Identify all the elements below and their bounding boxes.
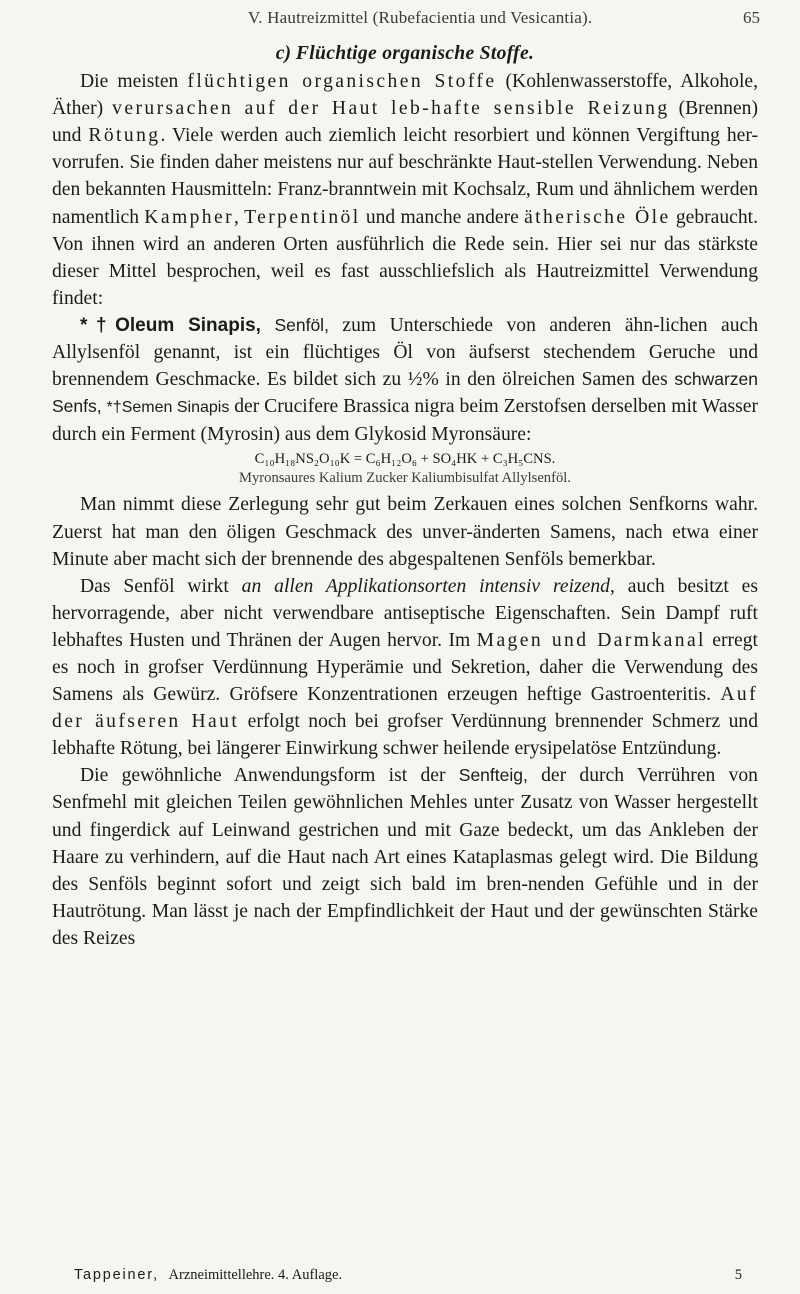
text-run: gebraucht. Von ihnen wird an anderen Orten ausführlich die Rede sein. Hier sei nur das stärkste dieser Mittel besprochen, weil es fast ausschliefslich als Hautreizmittel Verwendung findet: [52, 206, 758, 309]
drug-synonym: Senföl, [274, 314, 329, 335]
text-run: (Brennen) und [52, 98, 758, 147]
paragraph-oleum-sinapis [52, 312, 758, 448]
running-head [60, 8, 760, 32]
drug-preparation: Senfteig, [458, 765, 528, 786]
text-run: . Viele werden auch ziemlich leicht resorbiert und können Vergiftung her-vorrufen. Sie finden daher meistens nur auf beschränkte Haut-stellen Verwendung. Neben den bekannten Hausmitteln: Franz-branntwein mit Kochsalz, Rum und ähnlichem werden namentlich [52, 125, 758, 228]
text-run: erfolgt noch bei grofser Verdünnung brennender Schmerz und lebhafte Rötung, bei längerer Einwirkung schwer heilende erysipelatöse Entzündung. [52, 711, 759, 760]
italic-term: an allen Applikationsorten intensiv reizend [241, 575, 610, 597]
text-run: Die meisten [80, 71, 188, 93]
spaced-term: verursachen auf der Haut leb-hafte sensible Reizung [112, 98, 670, 120]
section-label: c) [275, 43, 292, 64]
text-run: und manche andere [360, 206, 525, 228]
spaced-term: Rötung [88, 125, 161, 147]
spaced-term: Terpentinöl [244, 206, 361, 228]
page-number: 65 [743, 8, 760, 27]
paragraph-intro [52, 68, 758, 312]
text-run: erregt es noch in grofser Verdünnung Hyperämie und Sekretion, daher die Verwendung des Samens als Gewürz. Gröfsere Konzentrationen erzeugen heftige Gastroenteritis. [52, 629, 758, 706]
text-run: Das Senföl wirkt [80, 575, 242, 597]
paragraph-taste: Man nimmt diese Zerlegung sehr gut beim Zerkauen eines solchen Senfkorns wahr. Zuerst hat man den öligen Geschmack des unver-änderten Samens, nach etwa einer Minute aber macht sich der brennende des abgespaltenen Senföls bemerkbar. [52, 494, 758, 570]
section-heading [52, 40, 758, 67]
text-run [261, 315, 274, 336]
paragraph-effects [52, 573, 758, 763]
drug-heading: *†Oleum Sinapis, [80, 314, 261, 336]
text-run: , auch besitzt es hervorragende, aber nicht verwendbare antiseptische Eigenschaften. Sein Dampf ruft lebhaftes Husten und Thränen der Augen hervor. Im [52, 575, 758, 651]
drug-name: *†Semen Sinapis [106, 399, 230, 417]
running-head-title: V. Hautreizmittel (Rubefacientia und Vesicantia). [248, 8, 593, 27]
section-title: Flüchtige organische Stoffe. [295, 43, 535, 64]
equation-legend: Myronsaures Kalium Zucker Kaliumbisulfat Allylsenföl. [239, 470, 571, 487]
page-body [52, 40, 758, 952]
text-run: , [234, 206, 245, 228]
chemical-equation: C₁₀H₁₈NS₂O₁₀K = C₆H₁₂O₆ + SO₄HK + C₃H₅CNS. [254, 451, 556, 468]
drug-source: schwarzen Senfs, [52, 369, 758, 417]
text-run: der Crucifere Brassica nigra beim Zerstofsen derselben mit Wasser durch ein Ferment (Myrosin) aus dem Glykosid Myronsäure: [52, 396, 758, 446]
sheet-signature: 5 [734, 1267, 742, 1283]
footer-author: Tappeiner, [74, 1267, 159, 1283]
spaced-term: flüchtigen organischen Stoffe [187, 71, 497, 93]
spaced-term: ätherische Öle [524, 206, 671, 228]
footer-book: Arzneimittellehre. 4. Auflage. [168, 1267, 343, 1283]
spaced-term: Auf der äufseren Haut [52, 684, 758, 733]
spaced-term: Magen und Darmkanal [476, 629, 706, 651]
paragraph-application [52, 762, 758, 952]
text-run: Die gewöhnliche Anwendungsform ist der [80, 765, 459, 787]
spaced-term: Kampher [144, 206, 234, 228]
text-run: zum Unterschiede von anderen ähn-lichen auch Allylsenföl genannt, ist ein flüchtiges Öl von äufserst stechendem Geruche und brennendem Geschmacke. Es bildet sich zu ½% in den ölreichen Samen des [52, 314, 758, 391]
text-run: (Kohlenwasserstoffe, Alkohole, Äther) [52, 71, 759, 120]
page-footer [74, 1267, 742, 1287]
text-run: der durch Verrühren von Senfmehl mit gleichen Teilen gewöhnlichen Mehles unter Zusatz von Wasser hergestellt und fingerdick auf Leinwand gestrichen und mit Gaze bedeckt, um das Ankleben der Haare zu verhindern, auf die Haut nach Art eines Kataplasmas gelegt wird. Die Bildung des Senföls beginnt sofort und zeigt sich bald im bren-nenden Gefühle und in der Hautrötung. Man lässt je nach der Empfindlichkeit der Haut und der gewünschten Stärke des Reizes [52, 765, 758, 949]
